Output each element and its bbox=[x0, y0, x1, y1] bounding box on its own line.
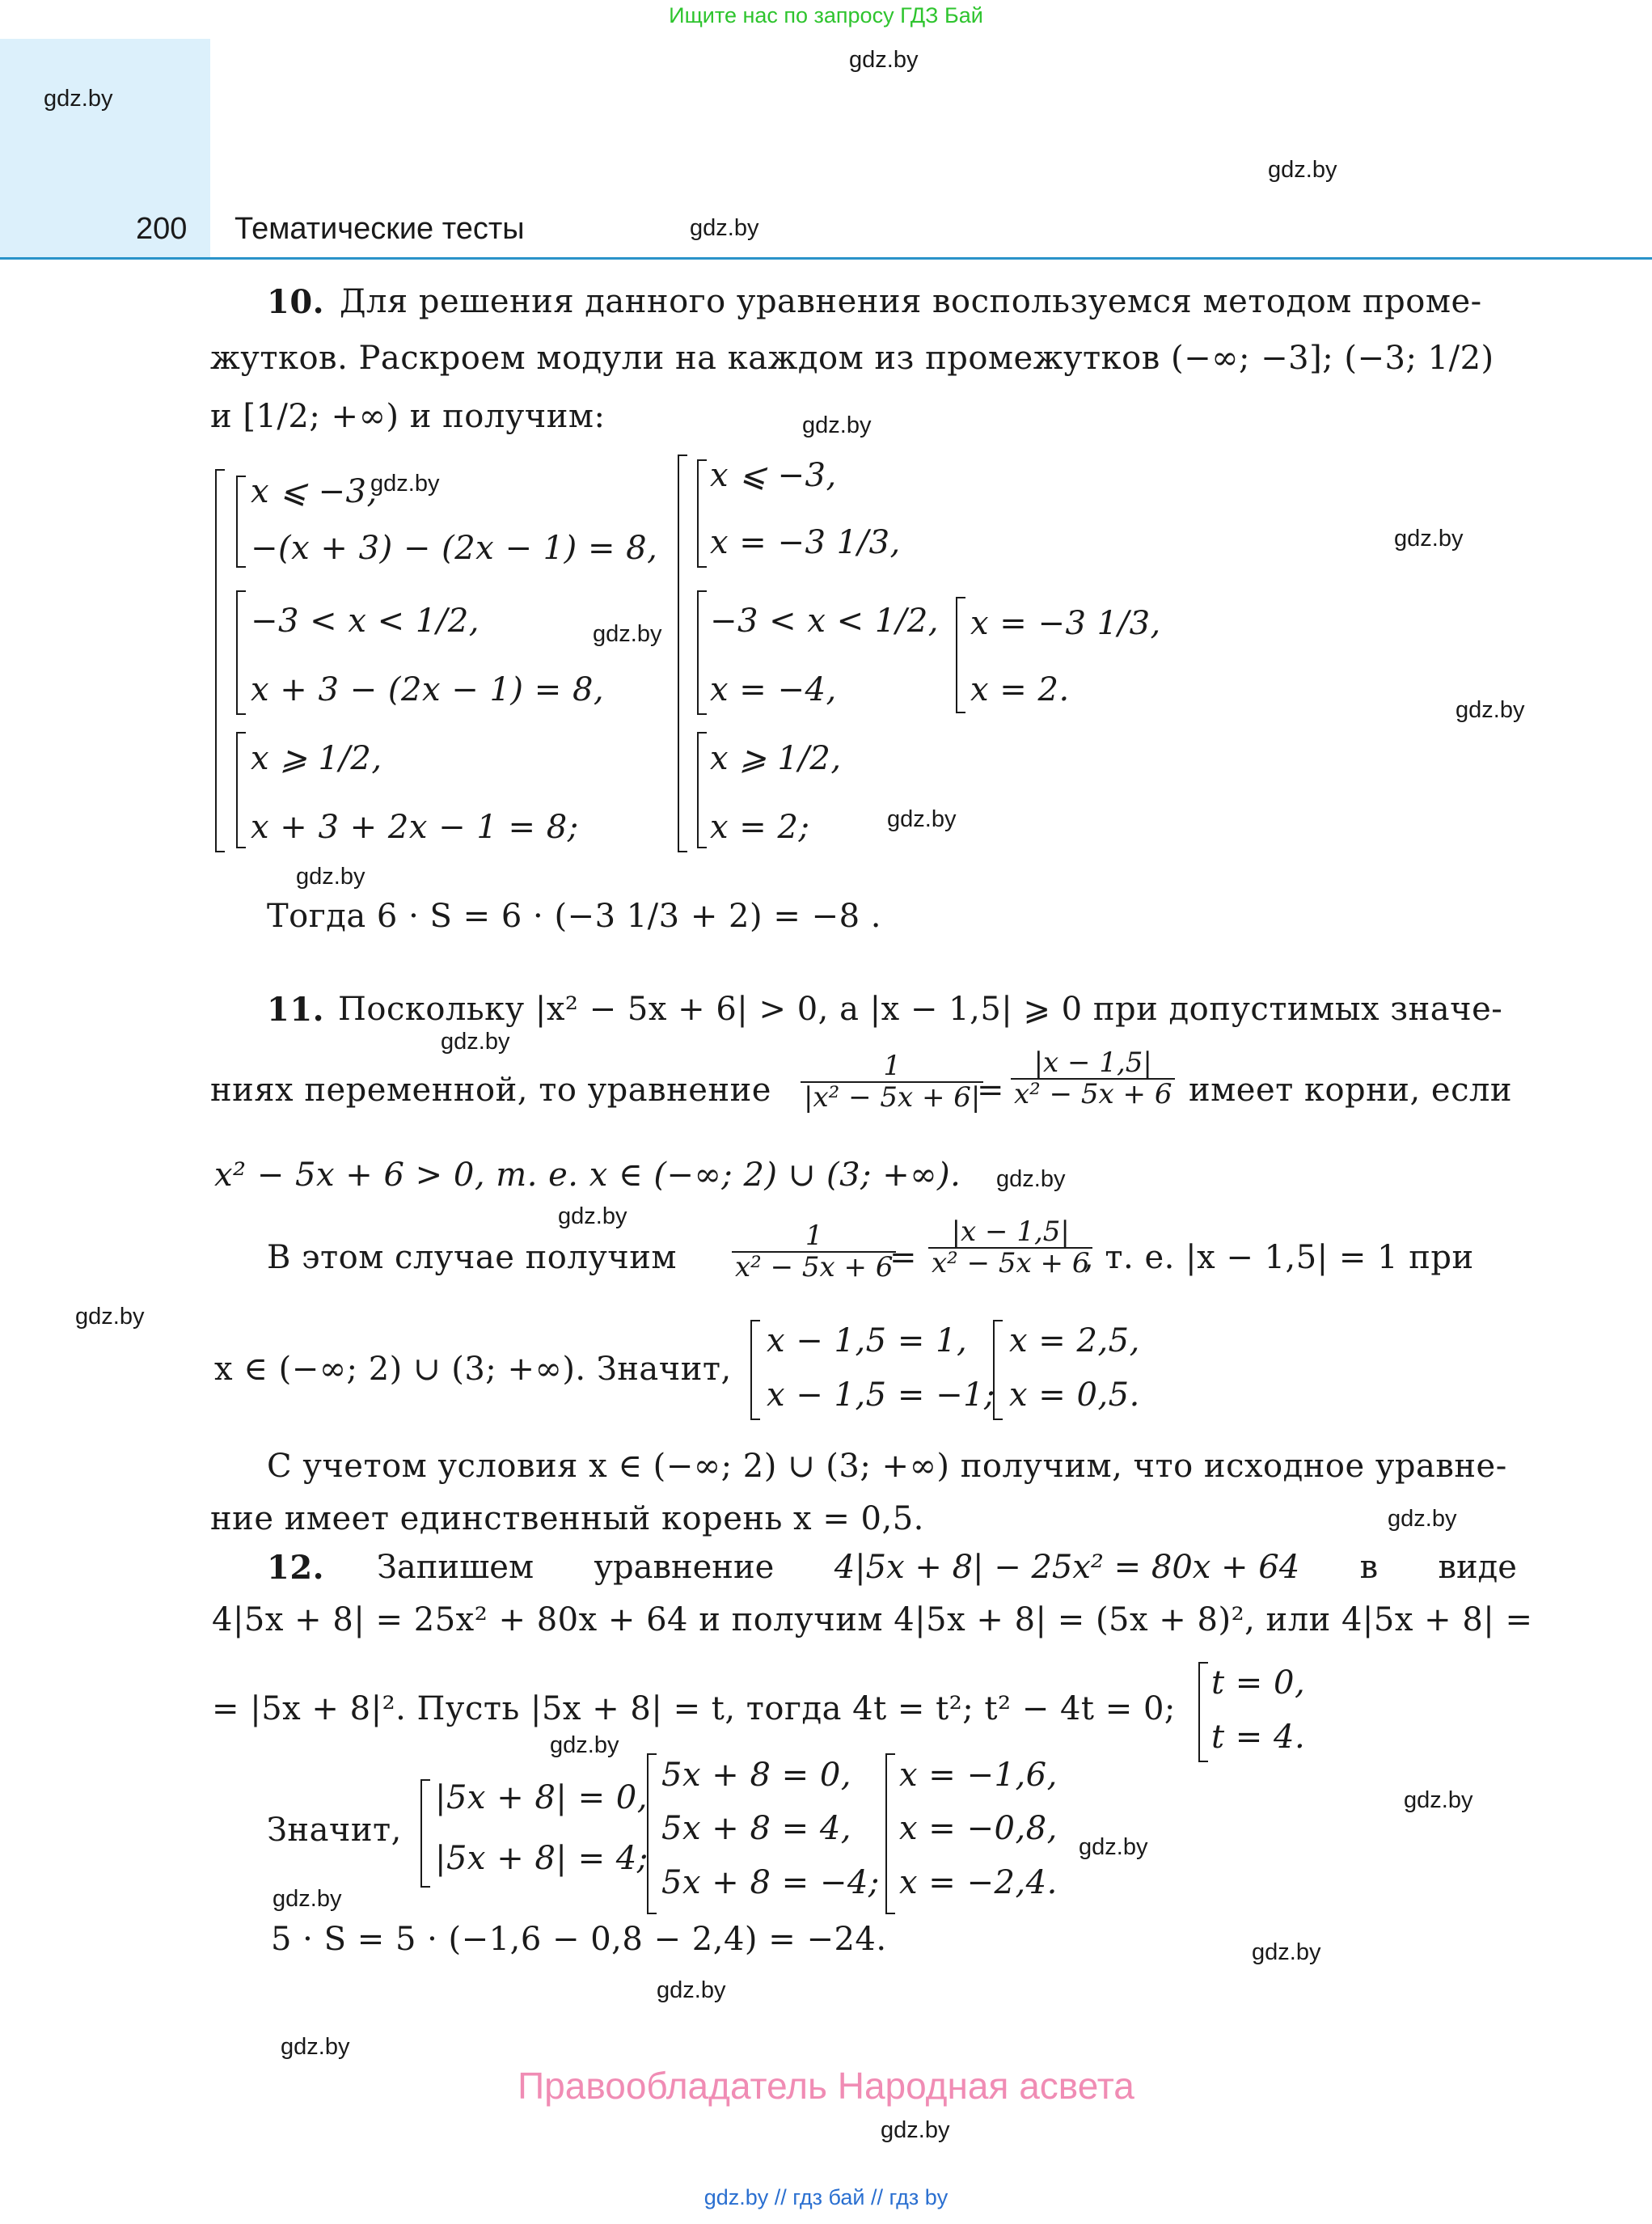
equals: = bbox=[977, 1072, 1005, 1109]
watermark: gdz.by bbox=[44, 86, 113, 112]
p11-line5a: x ∈ (−∞; 2) ∪ (3; +∞). Значит, bbox=[214, 1351, 732, 1388]
equals: = bbox=[889, 1239, 918, 1276]
fraction: $\frac{|x - 1,5|}{\text{x² − 5x + 6}}$ bbox=[928, 1217, 1092, 1279]
p12-znachit: Значит, bbox=[267, 1812, 402, 1849]
bracket bbox=[215, 469, 225, 852]
fraction: $\frac{|x - 1,5|}{\text{x² − 5x + 6}}$ bbox=[1011, 1048, 1175, 1110]
eq: x = 0,5. bbox=[1009, 1376, 1140, 1414]
eq: t = 4. bbox=[1211, 1719, 1306, 1756]
eq: x = −3 1/3, bbox=[710, 524, 901, 561]
watermark: gdz.by bbox=[281, 2034, 350, 2060]
p12-result: 5 · S = 5 · (−1,6 − 0,8 − 2,4) = −24. bbox=[271, 1921, 887, 1958]
eq: x = 2; bbox=[710, 809, 810, 846]
eq: x = −2,4. bbox=[899, 1864, 1058, 1901]
section-title: Тематические тесты bbox=[234, 212, 525, 246]
eq: x = −3 1/3, bbox=[970, 605, 1161, 642]
eq: x = 2,5, bbox=[1009, 1322, 1140, 1359]
p10-result: Тогда 6 · S = 6 · (−3 1/3 + 2) = −8 . bbox=[267, 898, 881, 935]
p11-line2a: ниях переменной, то уравнение bbox=[210, 1072, 771, 1109]
eq: x = −1,6, bbox=[899, 1757, 1058, 1794]
p10-line3: и [1/2; +∞) и получим: bbox=[210, 398, 606, 435]
bracket bbox=[647, 1753, 657, 1914]
p10-label: 10. bbox=[267, 283, 325, 321]
bracket bbox=[956, 597, 965, 713]
watermark: gdz.by bbox=[296, 864, 365, 890]
brace bbox=[697, 590, 707, 715]
fraction: $\frac{1}{\text{x² − 5x + 6}}$ bbox=[732, 1221, 896, 1283]
bracket bbox=[678, 455, 687, 852]
brace bbox=[236, 476, 246, 568]
brace bbox=[697, 459, 707, 568]
p11-line4a: В этом случае получим bbox=[267, 1239, 677, 1276]
watermark: gdz.by bbox=[441, 1029, 510, 1055]
bracket bbox=[1198, 1662, 1208, 1762]
copyright-footer: Правообладатель Народная асвета bbox=[518, 2065, 1134, 2107]
brace bbox=[236, 732, 246, 848]
eq: x − 1,5 = −1; bbox=[767, 1376, 996, 1414]
watermark: gdz.by bbox=[558, 1203, 627, 1229]
eq: 5x + 8 = 4, bbox=[661, 1810, 852, 1847]
p11-line6: С учетом условия x ∈ (−∞; 2) ∪ (3; +∞) получим, что исходное уравне- bbox=[267, 1448, 1507, 1485]
brace bbox=[697, 732, 707, 848]
eq: x ⩾ 1/2, bbox=[710, 740, 842, 777]
watermark: gdz.by bbox=[550, 1732, 619, 1758]
p11-line1: Поскольку |x² − 5x + 6| > 0, а |x − 1,5| ⩾ 0 при допустимых значе- bbox=[338, 991, 1503, 1028]
eq: t = 0, bbox=[1211, 1664, 1306, 1702]
bottom-links[interactable]: gdz.by // гдз бай // гдз by bbox=[703, 2185, 949, 2209]
eq: −(x + 3) − (2x − 1) = 8, bbox=[251, 530, 658, 567]
watermark: gdz.by bbox=[887, 806, 957, 832]
watermark: gdz.by bbox=[1404, 1787, 1473, 1813]
watermark: gdz.by bbox=[1252, 1939, 1321, 1965]
watermark: gdz.by bbox=[75, 1304, 145, 1330]
watermark: gdz.by bbox=[1456, 697, 1525, 723]
eq: |5x + 8| = 4; bbox=[435, 1840, 649, 1877]
p11-line4b: , т. е. |x − 1,5| = 1 при bbox=[1084, 1239, 1474, 1276]
p10-line1: Для решения данного уравнения воспользуемся методом проме- bbox=[340, 283, 1482, 320]
watermark: gdz.by bbox=[1394, 526, 1464, 552]
watermark: gdz.by bbox=[370, 471, 440, 497]
watermark: gdz.by bbox=[849, 47, 919, 73]
eq: 5x + 8 = −4; bbox=[661, 1864, 880, 1901]
p12-label: 12. bbox=[267, 1549, 325, 1587]
watermark: gdz.by bbox=[881, 2117, 950, 2143]
p11-line2b: имеет корни, если bbox=[1189, 1072, 1513, 1109]
eq: x = −4, bbox=[710, 671, 837, 708]
p10-line2: жутков. Раскроем модули на каждом из промежутков (−∞; −3]; (−3; 1/2) bbox=[210, 340, 1494, 377]
bracket bbox=[750, 1320, 760, 1420]
eq: x − 1,5 = 1, bbox=[767, 1322, 968, 1359]
watermark: gdz.by bbox=[996, 1166, 1066, 1192]
eq: x = −0,8, bbox=[899, 1810, 1058, 1847]
eq: x ⩾ 1/2, bbox=[251, 740, 382, 777]
eq: x + 3 + 2x − 1 = 8; bbox=[251, 809, 579, 846]
eq: x = 2. bbox=[970, 671, 1070, 708]
watermark: gdz.by bbox=[273, 1886, 342, 1912]
watermark: gdz.by bbox=[593, 621, 662, 647]
bracket bbox=[885, 1753, 895, 1914]
watermark: gdz.by bbox=[1268, 157, 1337, 183]
bracket bbox=[993, 1320, 1003, 1420]
brace bbox=[236, 590, 246, 715]
eq: 5x + 8 = 0, bbox=[661, 1757, 852, 1794]
watermark: gdz.by bbox=[690, 215, 759, 241]
eq: −3 < x < 1/2, bbox=[710, 603, 940, 640]
eq: x ⩽ −3, bbox=[710, 457, 837, 494]
eq: x ⩽ −3, bbox=[251, 473, 378, 510]
p11-line3: x² − 5x + 6 > 0, т. е. x ∈ (−∞; 2) ∪ (3; +∞). bbox=[214, 1156, 961, 1194]
bracket bbox=[420, 1779, 430, 1888]
eq: −3 < x < 1/2, bbox=[251, 603, 480, 640]
p11-label: 11. bbox=[267, 991, 325, 1029]
fraction: $\frac{1}{\text{|x² − 5x + 6|}}$ bbox=[801, 1051, 983, 1114]
watermark: gdz.by bbox=[1079, 1834, 1148, 1860]
watermark: gdz.by bbox=[657, 1977, 726, 2003]
watermark: gdz.by bbox=[1388, 1506, 1457, 1532]
p12-line1: Запишем уравнение 4|5x + 8| − 25x² = 80x + 64 в виде bbox=[377, 1549, 1517, 1586]
top-banner[interactable]: Ищите нас по запросу ГДЗ Бай bbox=[669, 3, 983, 27]
p12-line3: = |5x + 8|². Пусть |5x + 8| = t, тогда 4t = t²; t² − 4t = 0; bbox=[212, 1690, 1176, 1727]
watermark: gdz.by bbox=[802, 412, 872, 438]
page-number: 200 bbox=[136, 212, 188, 246]
eq: |5x + 8| = 0, bbox=[435, 1779, 648, 1816]
header-divider bbox=[0, 257, 1652, 260]
eq: x + 3 − (2x − 1) = 8, bbox=[251, 671, 605, 708]
p11-line7: ние имеет единственный корень x = 0,5. bbox=[210, 1500, 924, 1537]
p12-line2: 4|5x + 8| = 25x² + 80x + 64 и получим 4|5x + 8| = (5x + 8)², или 4|5x + 8| = bbox=[212, 1601, 1533, 1638]
